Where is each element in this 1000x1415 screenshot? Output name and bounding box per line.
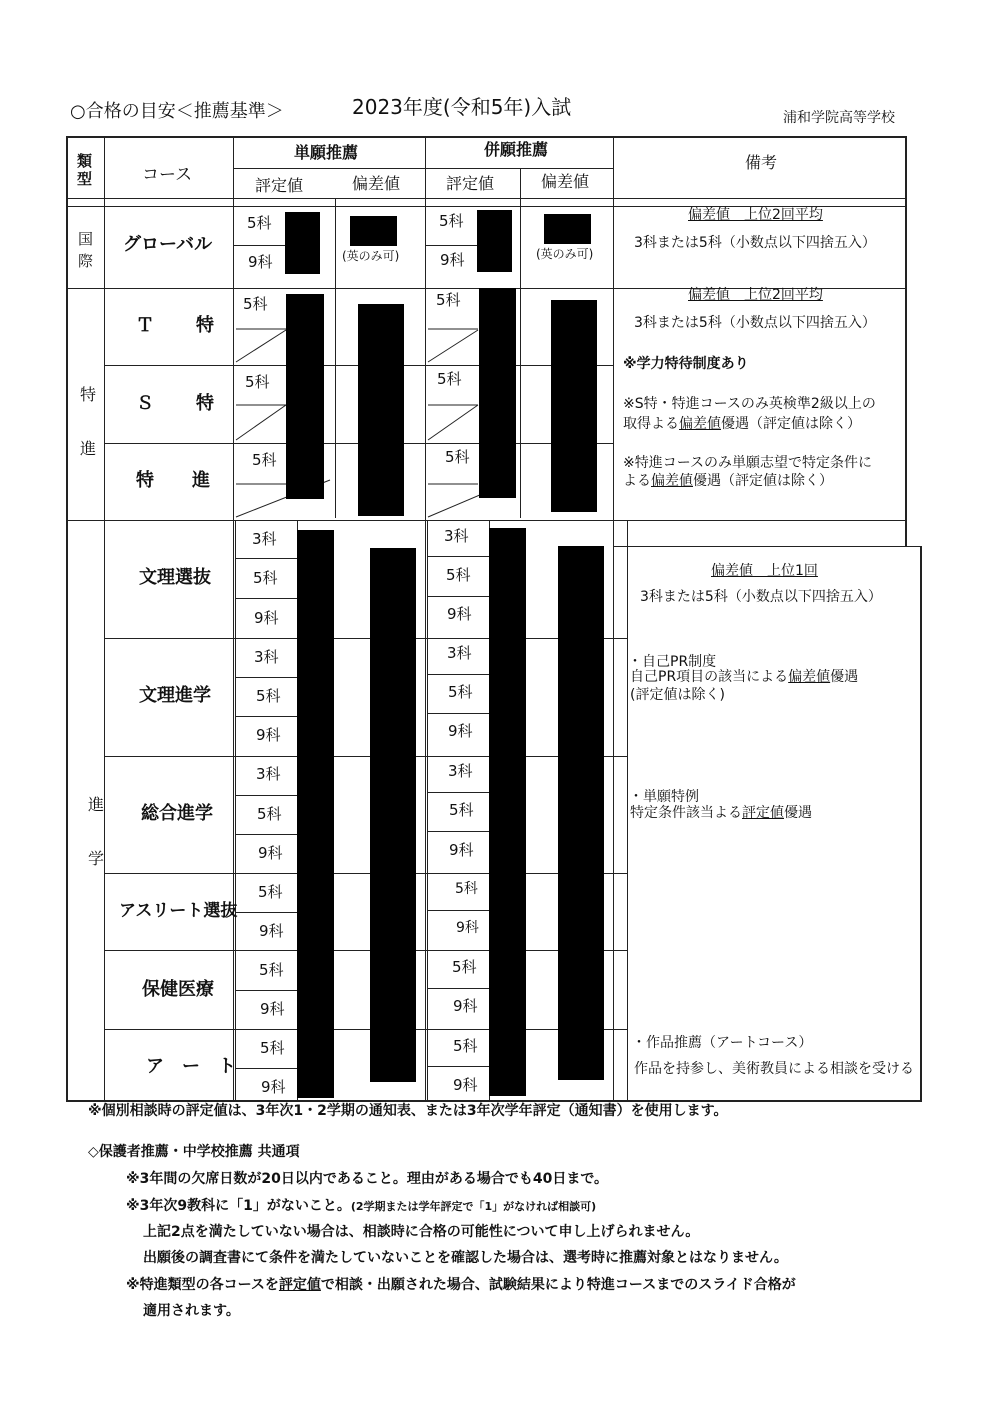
redaction-block bbox=[297, 530, 334, 1098]
group-tokushin: 特進 bbox=[80, 385, 97, 458]
doc-title: ○合格の目安＜推薦基準＞ bbox=[70, 101, 284, 122]
header-type: 類型 bbox=[77, 152, 93, 188]
subj-label: 9科 bbox=[256, 726, 281, 744]
course-global: グローバル bbox=[123, 234, 213, 255]
remark-global-1: 偏差値 上位2回平均 bbox=[688, 207, 823, 223]
remark-shin-6: ・単願特例 bbox=[629, 789, 699, 805]
remark-global-2: 3科または5科（小数点以下四捨五入） bbox=[634, 235, 876, 251]
subj-label: 3科 bbox=[254, 648, 279, 666]
redaction-block bbox=[350, 216, 397, 246]
subj-label: 9科 bbox=[449, 841, 474, 859]
course-tokushin: 特 進 bbox=[136, 470, 220, 491]
remark-toku-4a: ※S特・特進コースのみ英検準2級以上の bbox=[623, 396, 876, 412]
course-hoken: 保健医療 bbox=[142, 979, 214, 1000]
course-s-toku: Ｓ 特 bbox=[136, 393, 226, 414]
remark-shin-5: (評定値は除く) bbox=[630, 687, 725, 703]
subj-label: 5科 bbox=[253, 569, 278, 587]
redaction-block bbox=[479, 288, 516, 498]
subj-label: 5科 bbox=[259, 961, 284, 979]
subj-label: 9科 bbox=[447, 605, 472, 623]
header-hyotei-2: 評定値 bbox=[446, 174, 495, 193]
note-7: ※特進類型の各コースを評定値で相談・出願された場合、試験結果により特進コースまでのスライド合格が bbox=[126, 1277, 796, 1293]
header-hensa-1: 偏差値 bbox=[352, 174, 401, 193]
subj-label: 3科 bbox=[448, 762, 473, 780]
redaction-block bbox=[477, 210, 512, 272]
remark-toku-4b: 取得よる偏差値優遇（評定値は除く） bbox=[623, 416, 861, 432]
remark-toku-5b: よる偏差値優遇（評定値は除く） bbox=[623, 473, 833, 489]
subj-label: 5科 bbox=[260, 1039, 285, 1057]
subj-label: 9科 bbox=[453, 997, 478, 1015]
course-t-toku: Ｔ 特 bbox=[136, 315, 226, 336]
eiken-only-2: (英のみ可) bbox=[536, 247, 594, 261]
subj-label: 5科 bbox=[247, 214, 272, 232]
redaction-block bbox=[544, 214, 591, 244]
subj-label: 9科 bbox=[260, 1000, 285, 1018]
subj-label: 9科 bbox=[448, 722, 473, 740]
subj-label: 5科 bbox=[449, 801, 474, 819]
subj-label: 5科 bbox=[452, 958, 477, 976]
redaction-block bbox=[489, 528, 526, 1096]
header-tangan: 単願推薦 bbox=[294, 143, 359, 162]
subj-label: 3科 bbox=[447, 644, 472, 662]
eiken-only-1: (英のみ可) bbox=[342, 249, 400, 263]
remark-shin-7: 特定条件該当よる評定値優遇 bbox=[630, 805, 812, 821]
subj-label: 3科 bbox=[444, 527, 469, 545]
subj-label: 5科 bbox=[437, 370, 462, 388]
subj-label: 5科 bbox=[258, 883, 283, 901]
subj-label: 5科 bbox=[446, 566, 471, 584]
note-4: ※3年次9教科に「1」がないこと。(2学期または学年評定で「1」がなければ相談可) bbox=[126, 1198, 597, 1214]
remark-toku-3: ※学力特待制度あり bbox=[623, 356, 749, 372]
subj-label: 5科 bbox=[455, 881, 478, 897]
course-bunri-senbatsu: 文理選抜 bbox=[139, 567, 211, 588]
course-art: ア ー ト bbox=[146, 1056, 236, 1077]
subj-label: 5科 bbox=[439, 212, 464, 230]
subj-label: 3科 bbox=[256, 765, 281, 783]
redaction-block bbox=[558, 546, 604, 1080]
redaction-block bbox=[370, 548, 416, 1082]
remark-shin-3: ・自己PR制度 bbox=[628, 654, 717, 670]
remark-shin-4: 自己PR項目の該当による偏差値優遇 bbox=[630, 669, 859, 685]
redaction-block bbox=[551, 300, 597, 512]
subj-label: 5科 bbox=[453, 1037, 478, 1055]
note-5: 上記2点を満たしていない場合は、相談時に合格の可能性について申し上げられません。 bbox=[143, 1224, 700, 1240]
subj-label: 5科 bbox=[243, 295, 268, 313]
subj-label: 9科 bbox=[258, 844, 283, 862]
subj-label: 5科 bbox=[448, 683, 473, 701]
note-3: ※3年間の欠席日数が20日以内であること。理由がある場合でも40日まで。 bbox=[126, 1171, 609, 1187]
subj-label: 5科 bbox=[245, 373, 270, 391]
exam-year-title: 2023年度(令和5年)入試 bbox=[352, 95, 572, 119]
course-bunri-shingaku: 文理進学 bbox=[139, 685, 211, 706]
subj-label: 5科 bbox=[256, 687, 281, 705]
subj-label: 9科 bbox=[261, 1078, 286, 1096]
note-6: 出願後の調査書にて条件を満たしていないことを確認した場合は、選考時に推薦対象とはなりません。 bbox=[143, 1250, 788, 1266]
remark-shin-9: 作品を持参し、美術教員による相談を受ける bbox=[634, 1061, 914, 1077]
header-course: コース bbox=[142, 165, 193, 185]
group-shingaku: 進学 bbox=[88, 795, 105, 868]
subj-label: 5科 bbox=[445, 448, 470, 466]
redaction-block bbox=[286, 294, 324, 499]
subj-label: 9科 bbox=[440, 251, 465, 269]
subj-label: 9科 bbox=[254, 609, 279, 627]
subj-label: 5科 bbox=[436, 291, 461, 309]
remark-toku-2: 3科または5科（小数点以下四捨五入） bbox=[634, 315, 876, 331]
redaction-block bbox=[285, 212, 320, 274]
remark-toku-1: 偏差値 上位2回平均 bbox=[688, 287, 823, 303]
header-remarks: 備考 bbox=[745, 153, 778, 172]
note-2: ◇保護者推薦・中学校推薦 共通項 bbox=[88, 1144, 300, 1160]
course-sogo-shingaku: 総合進学 bbox=[141, 803, 213, 824]
subj-label: 9科 bbox=[248, 253, 273, 271]
subj-label: 9科 bbox=[453, 1076, 478, 1094]
subj-label: 5科 bbox=[257, 805, 282, 823]
note-1: ※個別相談時の評定値は、3年次1・2学期の通知表、または3年次学年評定（通知書）を使用します。 bbox=[88, 1103, 728, 1119]
subj-label: 3科 bbox=[252, 530, 277, 548]
subj-label: 9科 bbox=[456, 920, 479, 936]
remark-shin-8: ・作品推薦（アートコース） bbox=[632, 1035, 813, 1051]
header-hyotei-1: 評定値 bbox=[255, 176, 304, 195]
subj-label: 9科 bbox=[259, 922, 284, 940]
remark-shin-2: 3科または5科（小数点以下四捨五入） bbox=[640, 589, 882, 605]
school-name: 浦和学院高等学校 bbox=[783, 110, 895, 126]
note-8: 適用されます。 bbox=[143, 1303, 240, 1319]
redaction-block bbox=[358, 304, 404, 516]
group-kokusai: 国際 bbox=[78, 230, 94, 270]
course-athlete: アスリート選抜 bbox=[119, 901, 238, 921]
header-heigan: 併願推薦 bbox=[484, 140, 549, 159]
subj-label: 5科 bbox=[252, 451, 277, 469]
remark-toku-5a: ※特進コースのみ単願志望で特定条件に bbox=[623, 455, 873, 471]
header-hensa-2: 偏差値 bbox=[541, 172, 590, 191]
remark-shin-1: 偏差値 上位1回 bbox=[711, 563, 818, 579]
